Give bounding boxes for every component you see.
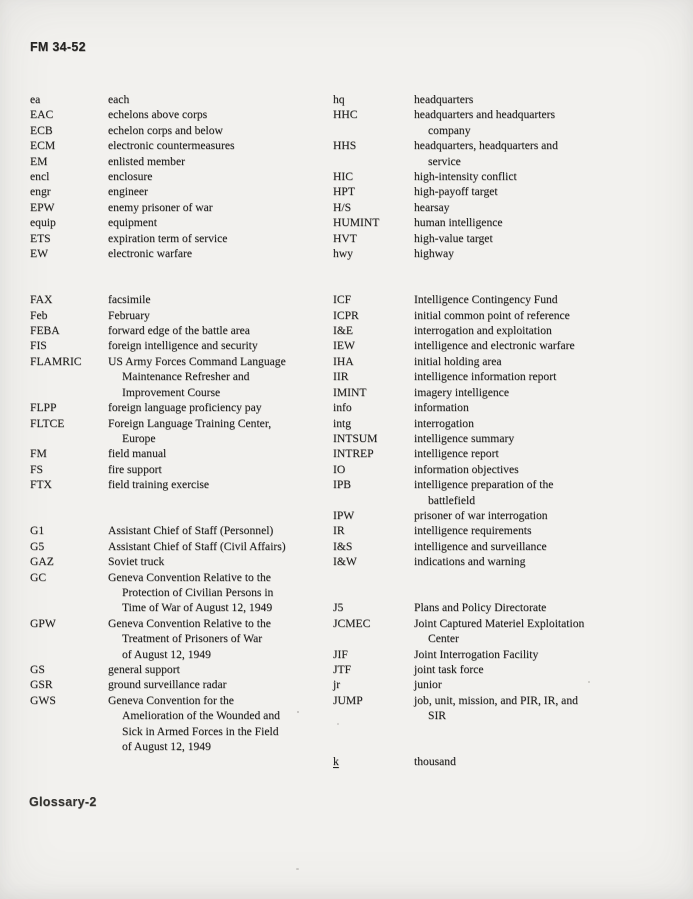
glossary-entry: [30, 138, 326, 153]
definition: [108, 523, 326, 538]
definition-line: hearsay: [414, 200, 450, 214]
definition-line: each: [108, 93, 130, 106]
abbreviation: GWS: [30, 693, 56, 707]
definition: [414, 354, 671, 369]
definition-line: human intelligence: [414, 216, 503, 230]
glossary-entry: [333, 338, 671, 353]
definition: [108, 400, 326, 415]
glossary-entry: [333, 431, 671, 446]
glossary-entry: [30, 184, 326, 199]
definition: [414, 385, 671, 400]
abbreviation: FLTCE: [30, 416, 65, 430]
definition: [414, 616, 671, 647]
definition-line: information: [414, 401, 469, 415]
definition: [108, 338, 326, 353]
definition-continuation-line: Time of War of August 12, 1949: [122, 601, 273, 615]
abbreviation: FM: [30, 447, 47, 461]
definition-line: intelligence report: [414, 447, 499, 461]
definition: [108, 354, 326, 400]
abbreviation: ICPR: [333, 308, 359, 322]
glossary-entry: [333, 138, 671, 169]
abbreviation: GSR: [30, 678, 53, 692]
abbreviation: JIF: [333, 647, 348, 661]
glossary-entry: [30, 154, 326, 169]
abbreviation: FLAMRIC: [30, 354, 82, 368]
definition: [108, 169, 326, 184]
abbreviation: H/S: [333, 200, 352, 214]
scan-speck: [296, 868, 299, 870]
glossary-entry: [30, 616, 326, 662]
glossary-entry: [30, 354, 326, 400]
definition: [108, 107, 326, 122]
abbreviation: EPW: [30, 200, 55, 214]
abbreviation: I&E: [333, 324, 353, 338]
glossary-entry: [333, 477, 671, 508]
abbreviation: jr: [333, 678, 341, 692]
definition-line: intelligence information report: [414, 370, 557, 384]
definition-line: US Army Forces Command Language: [108, 354, 286, 368]
definition-continuation-line: battlefield: [428, 493, 475, 507]
abbreviation: k: [333, 755, 339, 769]
definition-line: equipment: [108, 216, 157, 230]
definition: [414, 169, 671, 184]
abbreviation: FAX: [30, 293, 53, 307]
definition: [414, 446, 671, 461]
definition-line: Soviet truck: [108, 555, 165, 569]
glossary-entry: [333, 200, 671, 215]
abbreviation: IIR: [333, 370, 349, 384]
glossary-entry: [30, 462, 326, 477]
definition-continuation-line: Treatment of Prisoners of War: [122, 632, 263, 646]
abbreviation: IMINT: [333, 385, 367, 399]
abbreviation: FIS: [30, 339, 47, 353]
glossary-entry: [333, 662, 671, 677]
glossary-entry: [333, 677, 671, 692]
definition-line: intelligence and surveillance: [414, 539, 547, 553]
definition: [414, 554, 671, 569]
glossary-entry: [30, 231, 326, 246]
abbreviation: HUMINT: [333, 216, 380, 230]
definition: [108, 677, 326, 692]
abbreviation: HIC: [333, 170, 353, 184]
glossary-left-column: [30, 92, 326, 754]
definition: [414, 323, 671, 338]
definition: [414, 292, 671, 307]
abbreviation: ETS: [30, 231, 51, 245]
definition-line: foreign language proficiency pay: [108, 401, 262, 415]
abbreviation: FTX: [30, 478, 52, 492]
glossary-entry: [333, 323, 671, 338]
definition: [414, 138, 671, 169]
glossary-entry: [333, 92, 671, 107]
glossary-section: [333, 754, 671, 769]
definition: [108, 554, 326, 569]
abbreviation: HVT: [333, 231, 357, 245]
definition: [414, 215, 671, 230]
definition-line: initial common point of reference: [414, 308, 570, 322]
definition-line: joint task force: [414, 663, 484, 676]
glossary-entry: [30, 338, 326, 353]
definition-line: enlisted member: [108, 154, 185, 168]
abbreviation: EAC: [30, 108, 54, 122]
definition: [108, 616, 326, 662]
definition: [414, 308, 671, 323]
glossary-entry: [333, 754, 671, 769]
definition-line: general support: [108, 663, 180, 676]
definition-line: indications and warning: [414, 555, 526, 569]
glossary-entry: [30, 92, 326, 107]
definition: [414, 400, 671, 415]
abbreviation: HHS: [333, 139, 357, 153]
definition: [108, 462, 326, 477]
definition: [414, 231, 671, 246]
definition: [108, 92, 326, 107]
definition: [108, 292, 326, 307]
glossary-entry: [30, 539, 326, 554]
abbreviation: ECM: [30, 139, 56, 153]
definition: [414, 647, 671, 662]
definition: [414, 246, 671, 261]
definition-line: Geneva Convention Relative to the: [108, 570, 271, 584]
definition-line: facsimile: [108, 293, 151, 307]
glossary-entry: [333, 616, 671, 647]
abbreviation: EM: [30, 154, 48, 168]
glossary-entry: [30, 215, 326, 230]
definition: [414, 508, 671, 523]
glossary-section: [333, 600, 671, 723]
definition-line: interrogation: [414, 416, 474, 430]
abbreviation: IHA: [333, 354, 354, 368]
definition-line: fire support: [108, 462, 162, 476]
abbreviation: INTSUM: [333, 431, 378, 445]
glossary-entry: [30, 107, 326, 122]
glossary-entry: [333, 554, 671, 569]
definition-line: thousand: [414, 755, 456, 769]
definition-continuation-line: Sick in Armed Forces in the Field: [122, 724, 279, 738]
definition-line: Plans and Policy Directorate: [414, 601, 547, 615]
abbreviation: JTF: [333, 663, 352, 676]
definition: [108, 570, 326, 616]
definition-continuation-line: Amelioration of the Wounded and: [122, 709, 280, 723]
abbreviation: engr: [30, 185, 51, 199]
abbreviation: ea: [30, 93, 41, 106]
glossary-entry: [333, 215, 671, 230]
glossary-entry: [30, 323, 326, 338]
glossary-entry: [333, 693, 671, 724]
definition: [108, 138, 326, 153]
definition: [414, 677, 671, 692]
glossary-entry: [333, 400, 671, 415]
glossary-entry: [333, 169, 671, 184]
abbreviation: hwy: [333, 247, 353, 261]
abbreviation: HHC: [333, 108, 358, 122]
glossary-entry: [30, 570, 326, 616]
abbreviation: ICF: [333, 293, 352, 307]
abbreviation: J5: [333, 601, 344, 615]
glossary-entry: [30, 292, 326, 307]
abbreviation: EW: [30, 247, 49, 261]
glossary-entry: [333, 308, 671, 323]
definition-line: intelligence and electronic warfare: [414, 339, 575, 353]
glossary-entry: [30, 662, 326, 677]
abbreviation: JCMEC: [333, 616, 371, 630]
glossary-entry: [333, 416, 671, 431]
abbreviation: info: [333, 401, 352, 415]
abbreviation: INTREP: [333, 447, 374, 461]
definition: [108, 231, 326, 246]
definition-line: headquarters and headquarters: [414, 108, 555, 122]
abbreviation: GPW: [30, 616, 56, 630]
glossary-entry: [333, 462, 671, 477]
glossary-entry: [30, 400, 326, 415]
abbreviation: GC: [30, 570, 47, 584]
definition-continuation-line: company: [428, 123, 471, 137]
definition: [108, 416, 326, 447]
page-header: FM 34-52: [30, 40, 86, 54]
definition-line: intelligence requirements: [414, 524, 532, 538]
definition: [414, 431, 671, 446]
definition: [414, 754, 671, 769]
definition-line: Geneva Convention for the: [108, 693, 234, 707]
definition-line: ground surveillance radar: [108, 678, 227, 692]
definition-line: initial holding area: [414, 354, 502, 368]
definition-line: Intelligence Contingency Fund: [414, 293, 558, 307]
definition-line: imagery intelligence: [414, 385, 509, 399]
abbreviation: IPW: [333, 508, 355, 522]
definition: [414, 477, 671, 508]
definition-continuation-line: service: [428, 154, 461, 168]
glossary-entry: [333, 600, 671, 615]
definition-line: Joint Interrogation Facility: [414, 647, 539, 661]
abbreviation: FS: [30, 462, 43, 476]
definition-line: enemy prisoner of war: [108, 200, 213, 214]
definition: [108, 123, 326, 138]
glossary-entry: [333, 508, 671, 523]
definition: [414, 693, 671, 724]
definition-continuation-line: of August 12, 1949: [122, 647, 211, 661]
definition-line: prisoner of war interrogation: [414, 508, 548, 522]
page-footer: Glossary-2: [29, 795, 97, 809]
abbreviation: Feb: [30, 308, 48, 322]
definition-line: Geneva Convention Relative to the: [108, 616, 271, 630]
definition-line: electronic countermeasures: [108, 139, 235, 153]
definition-line: interrogation and exploitation: [414, 324, 552, 338]
glossary-entry: [333, 647, 671, 662]
definition-line: Foreign Language Training Center,: [108, 416, 272, 430]
abbreviation: hq: [333, 93, 345, 106]
glossary-section: [30, 292, 326, 492]
definition-line: Joint Captured Materiel Exploitation: [414, 616, 585, 630]
definition-line: electronic warfare: [108, 247, 192, 261]
definition-line: field training exercise: [108, 478, 210, 492]
glossary-entry: [30, 169, 326, 184]
glossary-entry: [30, 523, 326, 538]
definition: [414, 462, 671, 477]
definition: [108, 539, 326, 554]
definition-continuation-line: Protection of Civilian Persons in: [122, 585, 274, 599]
glossary-entry: [333, 539, 671, 554]
definition-line: echelons above corps: [108, 108, 208, 122]
definition-continuation-line: Europe: [122, 431, 156, 445]
definition-line: headquarters, headquarters and: [414, 139, 558, 153]
glossary-entry: [333, 446, 671, 461]
abbreviation: equip: [30, 216, 56, 230]
glossary-section: [30, 92, 326, 261]
abbreviation: I&S: [333, 539, 353, 553]
abbreviation: FLPP: [30, 401, 57, 415]
glossary-entry: [30, 554, 326, 569]
definition: [414, 600, 671, 615]
definition-continuation-line: Maintenance Refresher and: [122, 370, 250, 384]
abbreviation: ECB: [30, 123, 53, 137]
glossary-entry: [333, 231, 671, 246]
definition: [108, 184, 326, 199]
abbreviation: IO: [333, 462, 346, 476]
definition-line: high-intensity conflict: [414, 170, 517, 184]
definition-line: information objectives: [414, 462, 519, 476]
glossary-entry: [333, 523, 671, 538]
definition-line: echelon corps and below: [108, 123, 223, 137]
definition-continuation-line: Center: [428, 632, 459, 646]
glossary-entry: [333, 246, 671, 261]
definition: [108, 693, 326, 755]
glossary-entry: [333, 184, 671, 199]
definition: [108, 662, 326, 677]
definition: [414, 184, 671, 199]
definition-line: intelligence preparation of the: [414, 478, 554, 492]
glossary-section: [333, 92, 671, 261]
definition: [108, 154, 326, 169]
glossary-entry: [30, 246, 326, 261]
abbreviation: IR: [333, 524, 345, 538]
abbreviation: IPB: [333, 478, 352, 492]
definition: [414, 369, 671, 384]
abbreviation: encl: [30, 170, 50, 184]
definition-continuation-line: of August 12, 1949: [122, 740, 211, 754]
definition-line: expiration term of service: [108, 231, 228, 245]
definition: [414, 92, 671, 107]
glossary-entry: [30, 416, 326, 447]
definition: [108, 200, 326, 215]
definition-line: job, unit, mission, and PIR, IR, and: [414, 693, 578, 707]
abbreviation: G5: [30, 539, 45, 553]
glossary-entry: [30, 123, 326, 138]
definition-line: Assistant Chief of Staff (Civil Affairs): [108, 539, 286, 553]
definition: [108, 446, 326, 461]
abbreviation: JUMP: [333, 693, 363, 707]
definition: [108, 246, 326, 261]
definition: [108, 308, 326, 323]
definition: [414, 662, 671, 677]
definition-line: highway: [414, 247, 454, 261]
abbreviation: HPT: [333, 185, 355, 199]
definition-line: intelligence summary: [414, 431, 515, 445]
abbreviation: IEW: [333, 339, 355, 353]
abbreviation: FEBA: [30, 324, 60, 338]
glossary-section: [30, 523, 326, 754]
definition: [108, 215, 326, 230]
glossary-entry: [333, 354, 671, 369]
definition-continuation-line: Improvement Course: [122, 385, 221, 399]
definition-line: February: [108, 308, 150, 322]
glossary-entry: [30, 693, 326, 755]
glossary-entry: [333, 292, 671, 307]
definition-line: foreign intelligence and security: [108, 339, 258, 353]
definition: [414, 107, 671, 138]
glossary-right-column: [333, 92, 671, 770]
definition-line: headquarters: [414, 93, 474, 106]
abbreviation: GAZ: [30, 555, 54, 569]
definition: [414, 539, 671, 554]
definition: [414, 416, 671, 431]
definition: [108, 477, 326, 492]
abbreviation: I&W: [333, 555, 357, 569]
definition-continuation-line: SIR: [428, 709, 447, 723]
glossary-entry: [333, 369, 671, 384]
glossary-section: [333, 292, 671, 569]
abbreviation: GS: [30, 663, 45, 676]
definition-line: high-value target: [414, 231, 493, 245]
definition-line: engineer: [108, 185, 148, 199]
abbreviation: intg: [333, 416, 352, 430]
definition: [108, 323, 326, 338]
glossary-entry: [30, 200, 326, 215]
glossary-entry: [30, 477, 326, 492]
glossary-entry: [333, 107, 671, 138]
abbreviation: G1: [30, 524, 45, 538]
definition-line: field manual: [108, 447, 167, 461]
definition-line: Assistant Chief of Staff (Personnel): [108, 524, 274, 538]
definition: [414, 523, 671, 538]
definition: [414, 338, 671, 353]
definition-line: forward edge of the battle area: [108, 324, 250, 338]
glossary-entry: [30, 677, 326, 692]
glossary-entry: [333, 385, 671, 400]
glossary-entry: [30, 446, 326, 461]
glossary-entry: [30, 308, 326, 323]
definition-line: enclosure: [108, 170, 153, 184]
definition-line: junior: [414, 678, 442, 692]
definition-line: high-payoff target: [414, 185, 498, 199]
definition: [414, 200, 671, 215]
